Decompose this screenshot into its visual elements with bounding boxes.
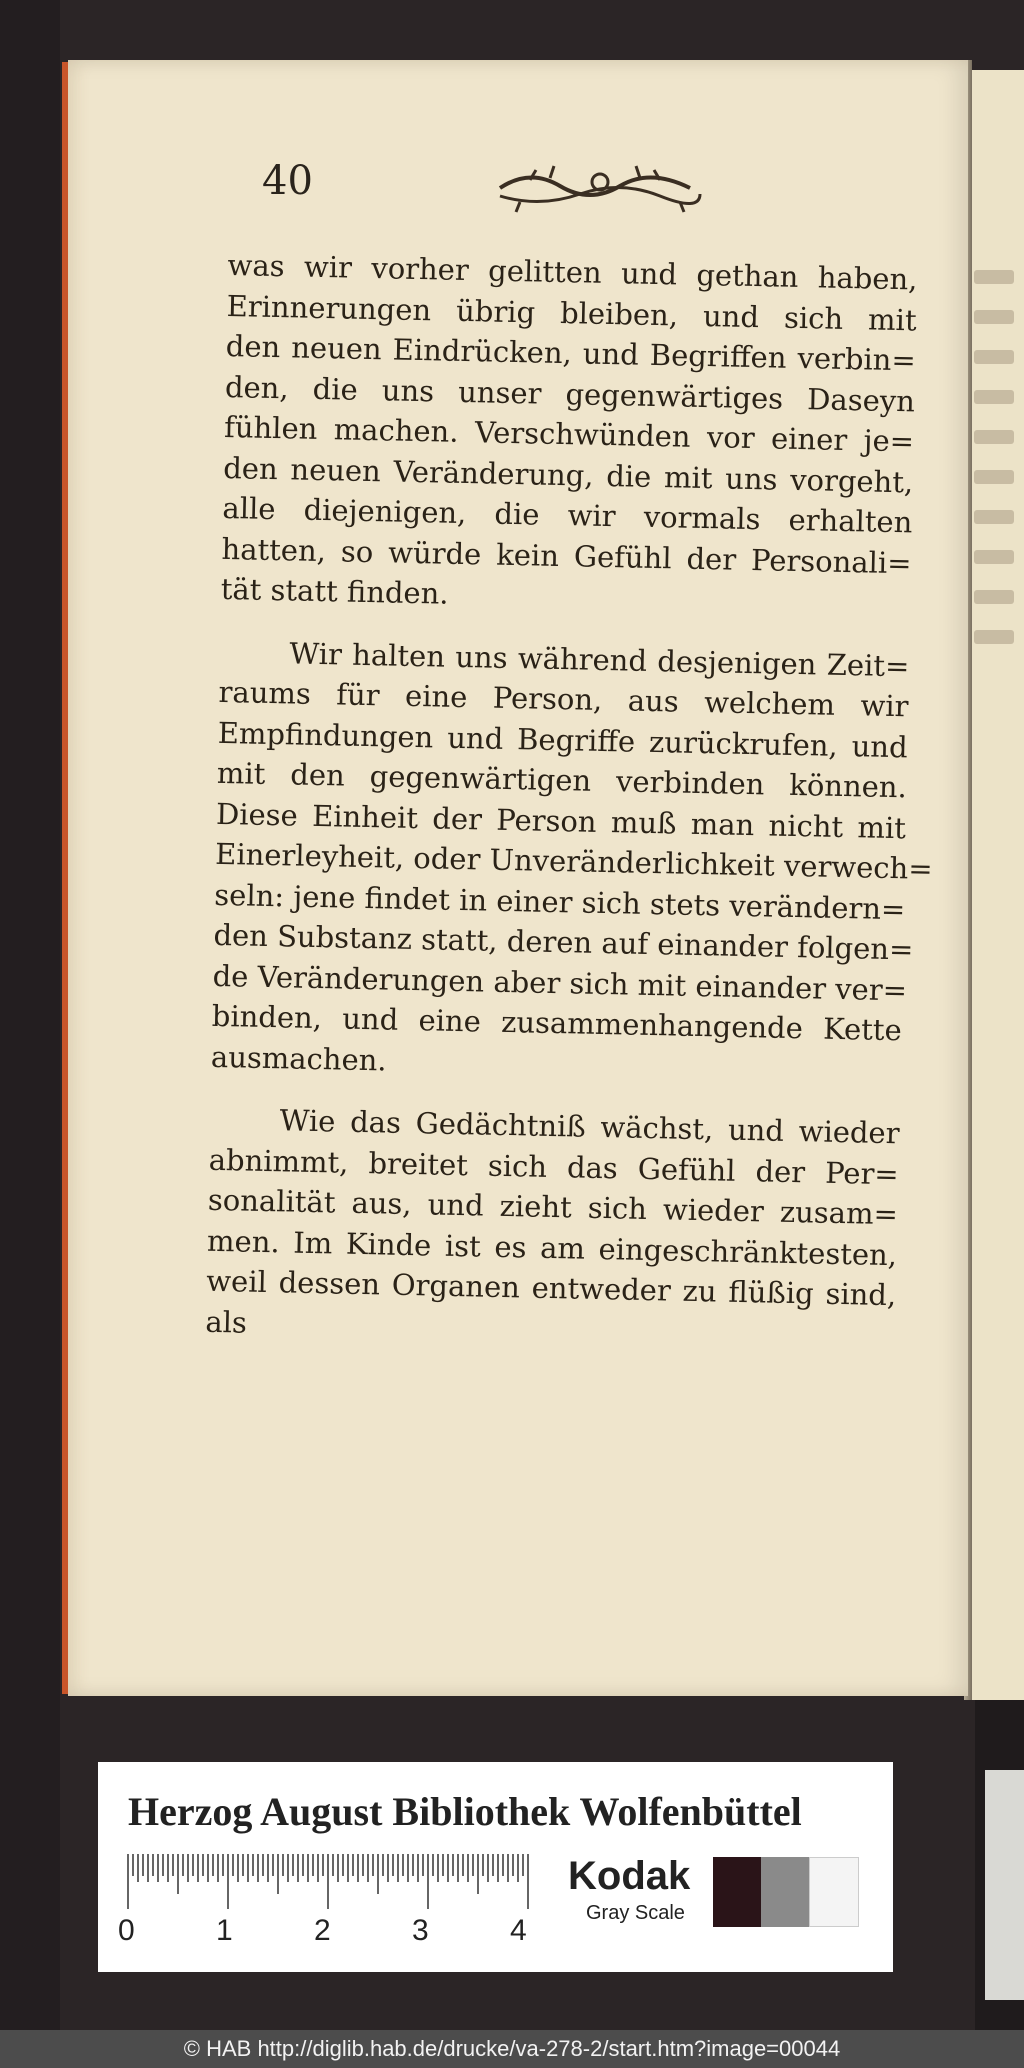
adjacent-page-edge <box>968 70 1024 1700</box>
gray-scale-target <box>98 1762 893 1972</box>
library-name: Herzog August Bibliothek Wolfenbüttel <box>128 1789 802 1834</box>
catchword: als <box>205 1304 248 1340</box>
text-line: Empfindungen und Begriffe zurückrufen, und <box>217 715 908 764</box>
footer-bar <box>0 2030 1024 2068</box>
text-line: Erinnerungen übrig bleiben, und sich mit <box>226 288 917 337</box>
kodak-logo: Kodak <box>568 1854 691 1898</box>
text-line: men. Im Kinde ist es am eingeschränktesten, <box>206 1223 898 1272</box>
ruler-number: 1 <box>216 1914 233 1947</box>
text-line: mit den gegenwärtigen verbinden können. <box>216 755 908 805</box>
ruler-number: 2 <box>314 1914 331 1947</box>
page-body-text <box>205 245 933 1378</box>
text-line: de Veränderungen aber sich mit einander ver= <box>212 958 908 1007</box>
ruler-number: 4 <box>510 1914 527 1947</box>
gray-swatch-dark <box>713 1857 761 1927</box>
text-line: tät statt finden. <box>220 571 449 611</box>
paragraph-1 <box>220 245 917 624</box>
text-line: Wir halten uns während desjenigen Zeit= <box>289 635 910 683</box>
text-line: den neuen Veränderung, die mit uns vorgeht, <box>222 450 914 499</box>
text-line: sonalität aus, und zieht sich wieder zusam= <box>207 1182 899 1232</box>
text-line: alle diejenigen, die wir vormals erhalten <box>222 490 913 540</box>
text-line: den neuen Eindrücken, und Begriffen verbin= <box>225 328 917 378</box>
ruler-number: 0 <box>118 1914 135 1947</box>
text-line: Einerleyheit, oder Unveränderlichkeit verwech= <box>214 836 933 886</box>
text-line: seln: jene findet in einer sich stets verändern= <box>214 877 906 926</box>
paragraph-3 <box>205 1099 900 1356</box>
paragraph-2 <box>210 631 933 1091</box>
text-line: raums für eine Person, aus welchem wir <box>218 674 909 724</box>
gray-swatch-light <box>809 1857 859 1927</box>
text-line: ausmachen. <box>210 1039 387 1077</box>
ornament-vignette-icon <box>490 158 710 218</box>
text-line: was wir vorher gelitten und gethan haben, <box>227 247 918 297</box>
text-line: Wie das Gedächtniß wächst, und wieder <box>279 1103 900 1151</box>
ruler-number: 3 <box>412 1914 429 1947</box>
text-line: den Substanz statt, deren auf einander folgen= <box>213 917 914 967</box>
text-line: fühlen machen. Verschwünden vor einer je= <box>223 409 915 459</box>
gray-swatch-mid <box>761 1857 809 1927</box>
text-line: den, die uns unser gegenwärtiges Daseyn <box>224 369 916 418</box>
text-line: binden, und eine zusammenhangende Kette <box>211 998 903 1048</box>
text-line: abnimmt, breitet sich das Gefühl der Per= <box>208 1142 900 1191</box>
ruler-scale <box>126 1854 546 1914</box>
scan-border-left <box>0 0 60 2030</box>
copyright-url: © HAB http://diglib.hab.de/drucke/va-278-2/start.htm?image=00044 <box>183 2036 841 2061</box>
page-number: 40 <box>262 158 313 204</box>
ruler-numbers <box>118 1914 558 1954</box>
text-line: hatten, so würde kein Gefühl der Personali= <box>221 531 912 580</box>
text-line: weil dessen Organen entweder zu flüßig sind, <box>205 1263 897 1313</box>
color-card-edge <box>985 1770 1024 2000</box>
text-line: Diese Einheit der Person muß man nicht mit <box>215 796 907 845</box>
gray-scale-label: Gray Scale <box>586 1902 685 1924</box>
